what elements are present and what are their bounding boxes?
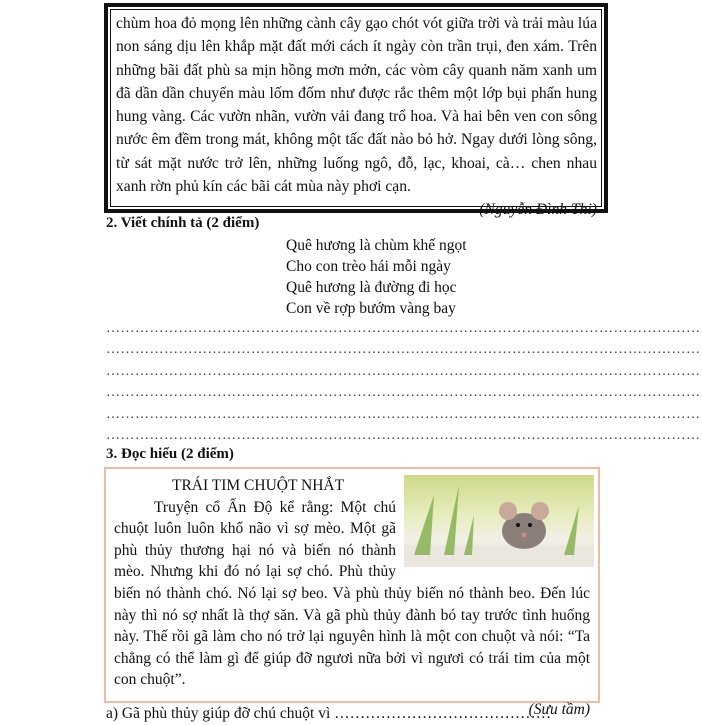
poem <box>286 235 467 319</box>
passage-author: (Nguyễn Đình Thi) <box>479 201 597 219</box>
section3-heading: 3. Đọc hiểu (2 điểm) <box>106 446 234 462</box>
dictation-line[interactable]: …………………………………………………………………………………………………………… <box>106 407 701 422</box>
dictation-line[interactable]: …………………………………………………………………………………………………………… <box>106 321 701 336</box>
passage-text: chùm hoa đỏ mọng lên những cành cây gạo chót vót giữa trời và trải màu lúa non sáng dịu lên khắp mặt đất mới cách ít ngày còn trần trụi, đen xám. Trên những bãi đất phù sa mịn hồng mơn mởn, các vòm cây quanh năm xanh um đã dần dần chuyển màu lốm đốm như được rắc thêm một lớp bụi phấn hung hung vàng. Các vườn nhãn, vườn vải đang trổ hoa. Và hai bên ven con sông nước êm đềm trong mát, không một tấc đất nào bỏ hở. Ngay dưới lòng sông, từ sát mặt nước trở lên, những luống ngô, đỗ, lạc, khoai, cà… chen nhau xanh rờn phủ kín các bãi cát mùa này phơi cạn. <box>116 15 597 196</box>
story-body: Truyện cổ Ấn Độ kể rằng: Một chú chuột luôn luôn khổ não vì sợ mèo. Một gã phù thủy thương hại nó và biến nó thành mèo. Nhưng khi đó nó lại sợ chó. Phù thủy biến nó thành chó. Nó lại sợ beo. Và phù thủy biến nó thành beo. Đến lúc này thì nó sợ nhất là thợ săn. Và gã phù thủy đành bó tay trước tình huống này. Thế rồi gã làm cho nó trở lại nguyên hình là một con chuột và nói: “Ta chẳng có thể làm gì để giúp đỡ ngươi nữa bởi vì ngươi có trái tim của một con chuột”. <box>114 498 590 689</box>
dictation-line[interactable]: …………………………………………………………………………………………………………… <box>106 428 701 443</box>
poem-line: Con về rợp bướm vàng bay <box>286 300 456 317</box>
dictation-line[interactable]: …………………………………………………………………………………………………………… <box>106 385 701 400</box>
poem-line: Quê hương là đường đi học <box>286 279 457 296</box>
passage-box <box>104 3 608 219</box>
story-source: (Sưu tầm) <box>528 700 590 718</box>
mouse-image <box>404 475 594 567</box>
dictation-line[interactable]: …………………………………………………………………………………………………………… <box>106 342 701 357</box>
story-title: TRÁI TIM CHUỘT NHẮT <box>172 477 345 494</box>
dictation-line[interactable]: …………………………………………………………………………………………………………… <box>106 364 701 379</box>
section2-heading: 2. Viết chính tả (2 điểm) <box>106 215 260 231</box>
question-a: a) Gã phù thủy giúp đỡ chú chuột vì …………………………………… <box>106 705 552 722</box>
poem-line: Quê hương là chùm khế ngọt <box>286 237 467 254</box>
poem-line: Cho con trèo hái mỗi ngày <box>286 258 451 275</box>
